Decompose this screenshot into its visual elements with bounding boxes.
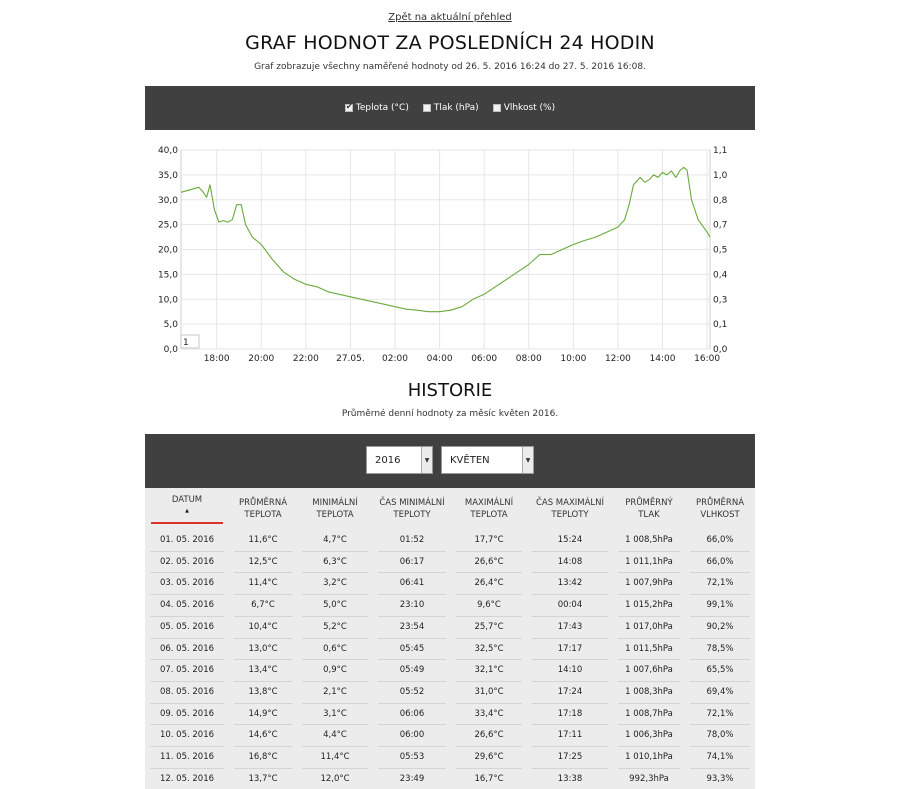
cell-value: 17:18 bbox=[532, 704, 608, 726]
table-cell bbox=[685, 552, 755, 574]
table-cell bbox=[145, 530, 229, 552]
table-cell bbox=[373, 573, 451, 595]
table-cell bbox=[451, 595, 527, 617]
column-header-line: TEPLOTA bbox=[244, 510, 282, 520]
table-row bbox=[145, 573, 755, 595]
cell-value: 72,1% bbox=[690, 573, 750, 595]
cell-value: 6,7°C bbox=[234, 595, 292, 617]
table-cell bbox=[145, 747, 229, 769]
table-row bbox=[145, 769, 755, 789]
table-cell bbox=[527, 682, 613, 704]
checkbox-icon[interactable] bbox=[423, 104, 431, 112]
table-row bbox=[145, 725, 755, 747]
column-header-line: PRŮMĚRNÝ bbox=[625, 498, 673, 508]
cell-value: 69,4% bbox=[690, 682, 750, 704]
x-tick-label: 20:00 bbox=[248, 354, 275, 364]
y-left-tick-label: 40,0 bbox=[157, 146, 178, 156]
table-cell bbox=[373, 725, 451, 747]
cell-value: 06:41 bbox=[378, 573, 446, 595]
table-row bbox=[145, 747, 755, 769]
history-subtitle: Průměrné denní hodnoty za měsíc květen 2016. bbox=[341, 409, 559, 419]
cell-value: 26,6°C bbox=[456, 552, 522, 574]
cell-value: 90,2% bbox=[690, 617, 750, 639]
cell-value: 78,0% bbox=[690, 725, 750, 747]
y-left-tick-label: 10,0 bbox=[157, 295, 178, 306]
table-row bbox=[145, 660, 755, 682]
y-left-tick-label: 25,0 bbox=[157, 220, 178, 231]
table-cell bbox=[297, 682, 373, 704]
y-right-tick-label: 0,8 bbox=[713, 195, 728, 206]
column-header-label bbox=[375, 497, 449, 521]
cell-value: 16,8°C bbox=[234, 747, 292, 769]
table-cell bbox=[613, 552, 685, 574]
y-left-tick-label: 20,0 bbox=[157, 245, 178, 256]
table-cell bbox=[297, 573, 373, 595]
column-header-line: PRŮMĚRNÁ bbox=[695, 498, 745, 508]
cell-value: 07. 05. 2016 bbox=[150, 660, 224, 682]
table-cell bbox=[373, 617, 451, 639]
table-cell bbox=[373, 552, 451, 574]
table-cell bbox=[297, 660, 373, 682]
cell-value: 13,8°C bbox=[234, 682, 292, 704]
y-left-tick-label: 5,0 bbox=[163, 320, 178, 331]
cell-value: 08. 05. 2016 bbox=[150, 682, 224, 704]
cell-value: 02. 05. 2016 bbox=[150, 552, 224, 574]
checkbox-icon[interactable] bbox=[345, 104, 353, 112]
cell-value: 1 008,3hPa bbox=[618, 682, 680, 704]
cell-value: 03. 05. 2016 bbox=[150, 573, 224, 595]
table-cell bbox=[685, 704, 755, 726]
table-cell bbox=[297, 530, 373, 552]
cell-value: 4,7°C bbox=[302, 530, 368, 552]
cell-value: 12. 05. 2016 bbox=[150, 769, 224, 789]
table-cell bbox=[145, 704, 229, 726]
dropdown-arrow-icon[interactable]: ▼ bbox=[522, 447, 533, 473]
toggle-label: Teplota (°C) bbox=[355, 103, 409, 113]
table-cell bbox=[229, 552, 297, 574]
column-header[interactable] bbox=[451, 488, 527, 530]
cell-value: 12,5°C bbox=[234, 552, 292, 574]
table-cell bbox=[145, 769, 229, 789]
checkbox-icon[interactable] bbox=[493, 104, 501, 112]
month-select[interactable] bbox=[441, 446, 534, 474]
cell-value: 33,4°C bbox=[456, 704, 522, 726]
series-marker-label: 1 bbox=[183, 338, 189, 348]
cell-value: 11,6°C bbox=[234, 530, 292, 552]
column-header-line: TEPLOTY bbox=[393, 510, 431, 520]
cell-value: 72,1% bbox=[690, 704, 750, 726]
table-cell bbox=[451, 530, 527, 552]
table-cell bbox=[229, 639, 297, 661]
cell-value: 25,7°C bbox=[456, 617, 522, 639]
table-cell bbox=[145, 639, 229, 661]
cell-value: 5,2°C bbox=[302, 617, 368, 639]
table-cell bbox=[685, 573, 755, 595]
table-cell bbox=[685, 595, 755, 617]
table-cell bbox=[373, 682, 451, 704]
table-cell bbox=[229, 769, 297, 789]
cell-value: 31,0°C bbox=[456, 682, 522, 704]
x-tick-label: 08:00 bbox=[515, 354, 542, 364]
cell-value: 13,4°C bbox=[234, 660, 292, 682]
cell-value: 1 015,2hPa bbox=[618, 595, 680, 617]
column-header[interactable] bbox=[685, 488, 755, 530]
column-header-line: ČAS MAXIMÁLNÍ bbox=[535, 498, 605, 508]
table-cell bbox=[685, 530, 755, 552]
table-cell bbox=[297, 747, 373, 769]
table-cell bbox=[527, 573, 613, 595]
table-cell bbox=[145, 682, 229, 704]
table-cell bbox=[229, 704, 297, 726]
column-header-label bbox=[453, 497, 525, 521]
cell-value: 13,0°C bbox=[234, 639, 292, 661]
cell-value: 14:08 bbox=[532, 552, 608, 574]
cell-value: 11. 05. 2016 bbox=[150, 747, 224, 769]
cell-value: 11,4°C bbox=[302, 747, 368, 769]
cell-value: 29,6°C bbox=[456, 747, 522, 769]
cell-value: 17:24 bbox=[532, 682, 608, 704]
cell-value: 06. 05. 2016 bbox=[150, 639, 224, 661]
y-left-tick-label: 35,0 bbox=[157, 170, 178, 181]
year-select[interactable] bbox=[366, 446, 433, 474]
cell-value: 1 006,3hPa bbox=[618, 725, 680, 747]
table-cell bbox=[613, 573, 685, 595]
column-header-line: DATUM bbox=[171, 495, 203, 505]
column-header-label bbox=[687, 497, 753, 521]
table-cell bbox=[527, 725, 613, 747]
table-cell bbox=[685, 660, 755, 682]
cell-value: 05:49 bbox=[378, 660, 446, 682]
cell-value: 17,7°C bbox=[456, 530, 522, 552]
table-cell bbox=[297, 704, 373, 726]
dropdown-arrow-icon[interactable]: ▼ bbox=[421, 447, 432, 473]
cell-value: 09. 05. 2016 bbox=[150, 704, 224, 726]
x-tick-label: 06:00 bbox=[471, 354, 498, 364]
toggle-vlhkost[interactable] bbox=[493, 103, 555, 113]
table-cell bbox=[297, 639, 373, 661]
cell-value: 93,3% bbox=[690, 769, 750, 789]
cell-value: 14,6°C bbox=[234, 725, 292, 747]
table-cell bbox=[297, 769, 373, 789]
table-cell bbox=[613, 639, 685, 661]
cell-value: 06:00 bbox=[378, 725, 446, 747]
table-cell bbox=[613, 595, 685, 617]
cell-value: 23:49 bbox=[378, 769, 446, 789]
history-title: HISTORIE bbox=[407, 380, 493, 401]
cell-value: 66,0% bbox=[690, 530, 750, 552]
history-table bbox=[145, 488, 755, 789]
cell-value: 05:52 bbox=[378, 682, 446, 704]
page-title: GRAF HODNOT ZA POSLEDNÍCH 24 HODIN bbox=[245, 32, 655, 54]
y-left-tick-label: 0,0 bbox=[163, 345, 178, 355]
history-filter-bar bbox=[145, 434, 755, 488]
table-cell bbox=[685, 747, 755, 769]
table-cell bbox=[229, 725, 297, 747]
column-header[interactable] bbox=[373, 488, 451, 530]
column-header-label bbox=[615, 497, 683, 521]
cell-value: 1 011,5hPa bbox=[618, 639, 680, 661]
table-cell bbox=[229, 617, 297, 639]
cell-value: 1 017,0hPa bbox=[618, 617, 680, 639]
cell-value: 1 007,6hPa bbox=[618, 660, 680, 682]
cell-value: 11,4°C bbox=[234, 573, 292, 595]
table-row bbox=[145, 639, 755, 661]
column-header-line: TEPLOTA bbox=[316, 510, 354, 520]
table-cell bbox=[451, 704, 527, 726]
cell-value: 3,2°C bbox=[302, 573, 368, 595]
cell-value: 00:04 bbox=[532, 595, 608, 617]
table-cell bbox=[613, 704, 685, 726]
x-tick-label: 22:00 bbox=[292, 354, 319, 364]
series-toolbar bbox=[145, 86, 755, 130]
table-cell bbox=[613, 725, 685, 747]
table-cell bbox=[373, 639, 451, 661]
cell-value: 99,1% bbox=[690, 595, 750, 617]
table-cell bbox=[527, 769, 613, 789]
cell-value: 13:42 bbox=[532, 573, 608, 595]
cell-value: 01. 05. 2016 bbox=[150, 530, 224, 552]
table-cell bbox=[297, 552, 373, 574]
table-cell bbox=[229, 573, 297, 595]
y-right-tick-label: 0,5 bbox=[713, 245, 728, 256]
cell-value: 992,3hPa bbox=[618, 769, 680, 789]
table-cell bbox=[373, 595, 451, 617]
table-cell bbox=[685, 682, 755, 704]
cell-value: 1 010,1hPa bbox=[618, 747, 680, 769]
table-cell bbox=[527, 660, 613, 682]
table-cell bbox=[613, 747, 685, 769]
toggle-teplota[interactable] bbox=[345, 103, 409, 113]
table-cell bbox=[527, 617, 613, 639]
table-cell bbox=[451, 769, 527, 789]
table-cell bbox=[451, 747, 527, 769]
table-cell bbox=[527, 552, 613, 574]
column-header[interactable] bbox=[527, 488, 613, 530]
table-cell bbox=[451, 617, 527, 639]
y-right-tick-label: 0,4 bbox=[713, 270, 728, 281]
table-row bbox=[145, 617, 755, 639]
cell-value: 04. 05. 2016 bbox=[150, 595, 224, 617]
cell-value: 16,7°C bbox=[456, 769, 522, 789]
month-select-value: KVĚTEN bbox=[450, 454, 490, 466]
cell-value: 3,1°C bbox=[302, 704, 368, 726]
cell-value: 06:17 bbox=[378, 552, 446, 574]
y-right-tick-label: 0,7 bbox=[713, 220, 728, 231]
table-cell bbox=[145, 573, 229, 595]
table-cell bbox=[145, 660, 229, 682]
table-header-row bbox=[145, 488, 755, 530]
column-header-line: TEPLOTY bbox=[551, 510, 589, 520]
x-tick-label: 18:00 bbox=[203, 354, 230, 364]
cell-value: 23:10 bbox=[378, 595, 446, 617]
table-cell bbox=[527, 747, 613, 769]
cell-value: 12,0°C bbox=[302, 769, 368, 789]
table-cell bbox=[451, 552, 527, 574]
cell-value: 1 008,7hPa bbox=[618, 704, 680, 726]
column-header-line: VLHKOST bbox=[700, 510, 740, 520]
table-cell bbox=[685, 769, 755, 789]
cell-value: 14:10 bbox=[532, 660, 608, 682]
temperature-chart bbox=[145, 138, 755, 370]
column-header-line: MAXIMÁLNÍ bbox=[464, 498, 514, 508]
column-header[interactable] bbox=[229, 488, 297, 530]
table-cell bbox=[613, 530, 685, 552]
table-cell bbox=[613, 682, 685, 704]
table-cell bbox=[145, 552, 229, 574]
cell-value: 17:43 bbox=[532, 617, 608, 639]
column-header-line: ČAS MINIMÁLNÍ bbox=[379, 498, 445, 508]
table-cell bbox=[527, 595, 613, 617]
table-row bbox=[145, 704, 755, 726]
y-left-tick-label: 30,0 bbox=[157, 195, 178, 206]
table-cell bbox=[451, 573, 527, 595]
cell-value: 26,4°C bbox=[456, 573, 522, 595]
table-cell bbox=[685, 639, 755, 661]
cell-value: 15:24 bbox=[532, 530, 608, 552]
cell-value: 13,7°C bbox=[234, 769, 292, 789]
cell-value: 26,6°C bbox=[456, 725, 522, 747]
cell-value: 1 011,1hPa bbox=[618, 552, 680, 574]
cell-value: 06:06 bbox=[378, 704, 446, 726]
y-left-tick-label: 15,0 bbox=[157, 270, 178, 281]
table-cell bbox=[373, 660, 451, 682]
table-cell bbox=[451, 725, 527, 747]
table-cell bbox=[145, 595, 229, 617]
toggle-label: Vlhkost (%) bbox=[503, 103, 556, 113]
x-tick-label: 02:00 bbox=[382, 354, 408, 364]
history-table-wrap bbox=[145, 488, 755, 789]
table-row bbox=[145, 595, 755, 617]
cell-value: 74,1% bbox=[690, 747, 750, 769]
cell-value: 17:25 bbox=[532, 747, 608, 769]
cell-value: 78,5% bbox=[690, 639, 750, 661]
y-right-tick-label: 0,0 bbox=[713, 345, 728, 355]
toggle-tlak[interactable] bbox=[423, 103, 479, 113]
table-cell bbox=[145, 725, 229, 747]
cell-value: 1 007,9hPa bbox=[618, 573, 680, 595]
table-cell bbox=[527, 639, 613, 661]
x-tick-label: 14:00 bbox=[649, 354, 676, 364]
cell-value: 1 008,5hPa bbox=[618, 530, 680, 552]
cell-value: 0,6°C bbox=[302, 639, 368, 661]
table-cell bbox=[613, 660, 685, 682]
cell-value: 17:11 bbox=[532, 725, 608, 747]
table-body bbox=[145, 530, 755, 789]
cell-value: 2,1°C bbox=[302, 682, 368, 704]
column-header-label bbox=[299, 497, 371, 521]
column-header[interactable] bbox=[613, 488, 685, 530]
table-cell bbox=[229, 660, 297, 682]
cell-value: 05. 05. 2016 bbox=[150, 617, 224, 639]
table-row bbox=[145, 552, 755, 574]
table-row bbox=[145, 682, 755, 704]
cell-value: 23:54 bbox=[378, 617, 446, 639]
table-cell bbox=[229, 747, 297, 769]
table-cell bbox=[685, 725, 755, 747]
table-cell bbox=[373, 769, 451, 789]
table-cell bbox=[451, 682, 527, 704]
cell-value: 05:45 bbox=[378, 639, 446, 661]
table-cell bbox=[685, 617, 755, 639]
column-header-line: TEPLOTA bbox=[470, 510, 508, 520]
cell-value: 14,9°C bbox=[234, 704, 292, 726]
column-header-label bbox=[151, 494, 223, 524]
table-cell bbox=[229, 682, 297, 704]
y-right-tick-label: 1,0 bbox=[713, 170, 728, 181]
cell-value: 32,5°C bbox=[456, 639, 522, 661]
column-header-line: TLAK bbox=[638, 510, 660, 520]
cell-value: 10,4°C bbox=[234, 617, 292, 639]
table-cell bbox=[297, 725, 373, 747]
table-cell bbox=[613, 617, 685, 639]
cell-value: 4,4°C bbox=[302, 725, 368, 747]
table-cell bbox=[229, 530, 297, 552]
column-header-line: PRŮMĚRNÁ bbox=[238, 498, 288, 508]
cell-value: 0,9°C bbox=[302, 660, 368, 682]
year-select-value: 2016 bbox=[375, 454, 401, 466]
cell-value: 10. 05. 2016 bbox=[150, 725, 224, 747]
x-tick-label: 10:00 bbox=[560, 354, 587, 364]
y-right-tick-label: 1,1 bbox=[713, 146, 728, 156]
column-header-label bbox=[231, 497, 295, 521]
table-cell bbox=[613, 769, 685, 789]
x-tick-label: 27.05. bbox=[336, 354, 365, 364]
x-tick-label: 12:00 bbox=[604, 354, 631, 364]
back-link[interactable]: Zpět na aktuální přehled bbox=[388, 12, 512, 23]
cell-value: 65,5% bbox=[690, 660, 750, 682]
column-header-line: MINIMÁLNÍ bbox=[312, 498, 358, 508]
y-right-tick-label: 0,3 bbox=[713, 295, 728, 306]
table-row bbox=[145, 530, 755, 552]
sort-ascending-icon: ▲ bbox=[185, 508, 189, 514]
cell-value: 66,0% bbox=[690, 552, 750, 574]
y-right-tick-label: 0,1 bbox=[713, 320, 728, 331]
chart-subtitle: Graf zobrazuje všechny naměřené hodnoty od 26. 5. 2016 16:24 do 27. 5. 2016 16:08. bbox=[254, 62, 646, 72]
cell-value: 6,3°C bbox=[302, 552, 368, 574]
table-cell bbox=[297, 617, 373, 639]
column-header[interactable] bbox=[297, 488, 373, 530]
table-cell bbox=[451, 639, 527, 661]
table-cell bbox=[451, 660, 527, 682]
table-cell bbox=[145, 617, 229, 639]
table-cell bbox=[527, 530, 613, 552]
toggle-label: Tlak (hPa) bbox=[433, 103, 479, 113]
table-cell bbox=[373, 530, 451, 552]
table-cell bbox=[297, 595, 373, 617]
cell-value: 01:52 bbox=[378, 530, 446, 552]
cell-value: 32,1°C bbox=[456, 660, 522, 682]
table-cell bbox=[229, 595, 297, 617]
column-header-label bbox=[529, 497, 611, 521]
table-cell bbox=[373, 747, 451, 769]
x-tick-label: 16:00 bbox=[694, 354, 721, 364]
cell-value: 5,0°C bbox=[302, 595, 368, 617]
cell-value: 9,6°C bbox=[456, 595, 522, 617]
cell-value: 05:53 bbox=[378, 747, 446, 769]
table-cell bbox=[373, 704, 451, 726]
cell-value: 17:17 bbox=[532, 639, 608, 661]
table-cell bbox=[527, 704, 613, 726]
cell-value: 13:38 bbox=[532, 769, 608, 789]
column-header[interactable] bbox=[145, 488, 229, 530]
x-tick-label: 04:00 bbox=[426, 354, 453, 364]
